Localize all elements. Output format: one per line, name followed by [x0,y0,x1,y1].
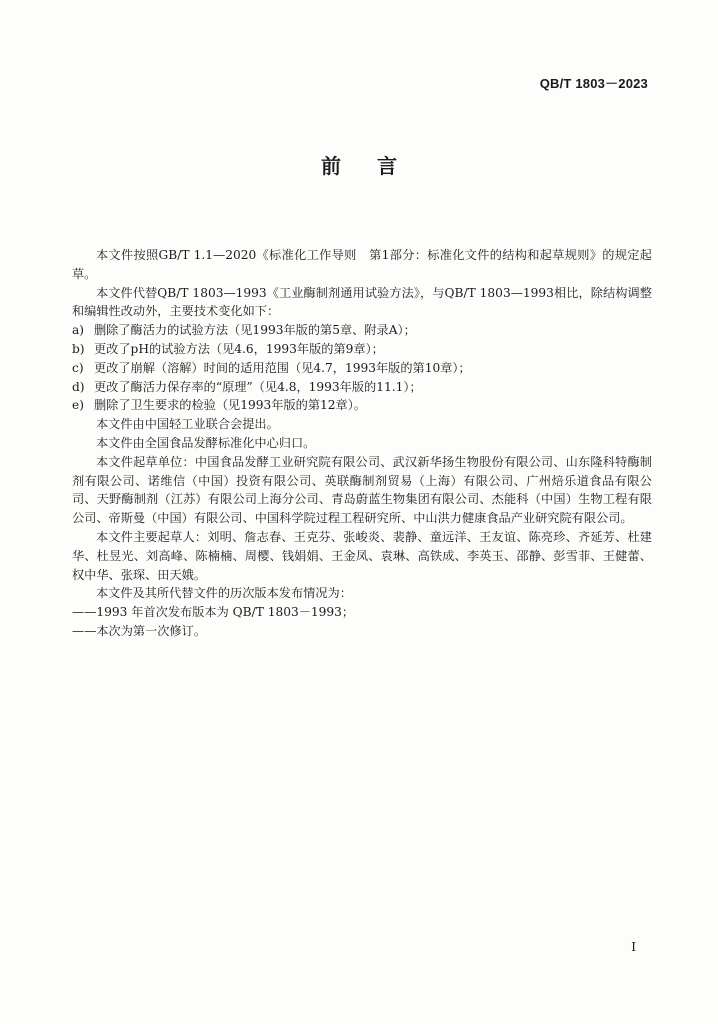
list-item [72,359,652,378]
list-item [72,378,652,397]
list-item-text: 更改了pH的试验方法（见4.6，1993年版的第9章）； [94,341,384,356]
list-item-label: e) [72,398,84,413]
history-list [72,603,652,641]
history-item: ——1993 年首次发布版本为 QB/T 1803－1993； [72,605,355,620]
paragraph-proposer: 本文件由中国轻工业联合会提出。 [96,417,279,432]
list-item [72,321,652,340]
list-item-label: b) [72,341,85,356]
list-item-text: 删除了卫生要求的检验（见1993年版的第12章）。 [94,398,366,413]
list-item-label: c) [72,360,84,375]
list-item-text: 更改了崩解（溶解）时间的适用范围（见4.7，1993年版的第10章）； [94,360,471,375]
list-item-label: a) [72,323,85,338]
list-item [72,340,652,359]
history-item: ——本次为第一次修订。 [72,623,207,638]
paragraph-administrator: 本文件由全国食品发酵标准化中心归口。 [96,435,316,450]
page-number: I [631,940,636,954]
list-item [72,396,652,415]
changes-list [72,321,652,415]
paragraph-replacement: 本文件代替QB/T 1803—1993《工业酶制剂通用试验方法》，与QB/T 1803—1993相比，除结构调整和编辑性改动外，主要技术变化如下： [72,285,652,319]
page-title: 前言 [321,154,433,178]
standard-number: QB/T 1803－2023 [539,76,648,91]
paragraph-drafters: 本文件主要起草人：刘明、詹志春、王克芬、张峻炎、裴静、童远洋、王友谊、陈亮珍、齐延芳、杜建华、杜昱光、刘高峰、陈楠楠、周樱、钱娟娟、王金凤、袁琳、高铁成、李英玉、邵静、彭雪菲、王健蕾、权中华、张琛、田天娥。 [72,529,652,582]
foreword-body [72,246,652,641]
paragraph-history-intro: 本文件及其所代替文件的历次版本发布情况为： [96,586,352,601]
paragraph-drafting-units: 本文件起草单位：中国食品发酵工业研究院有限公司、武汉新华扬生物股份有限公司、山东隆科特酶制剂有限公司、诺维信（中国）投资有限公司、英联酶制剂贸易（上海）有限公司、广州焙乐道食品有限公司、天野酶制剂（江苏）有限公司上海分公司、青岛蔚蓝生物集团有限公司、杰能科（中国）生物工程有限公司、帝斯曼（中国）有限公司、中国科学院过程工程研究所、中山洪力健康食品产业研究院有限公司。 [72,454,652,526]
list-item-text: 更改了酶活力保存率的“原理”（见4.8，1993年版的11.1）； [94,379,422,394]
list-item-label: d) [72,379,85,394]
paragraph-drafting-rules: 本文件按照GB/T 1.1—2020《标准化工作导则 第1部分：标准化文件的结构和起草规则》的规定起草。 [72,248,652,281]
list-item-text: 删除了酶活力的试验方法（见1993年版的第5章、附录A）； [94,323,416,338]
